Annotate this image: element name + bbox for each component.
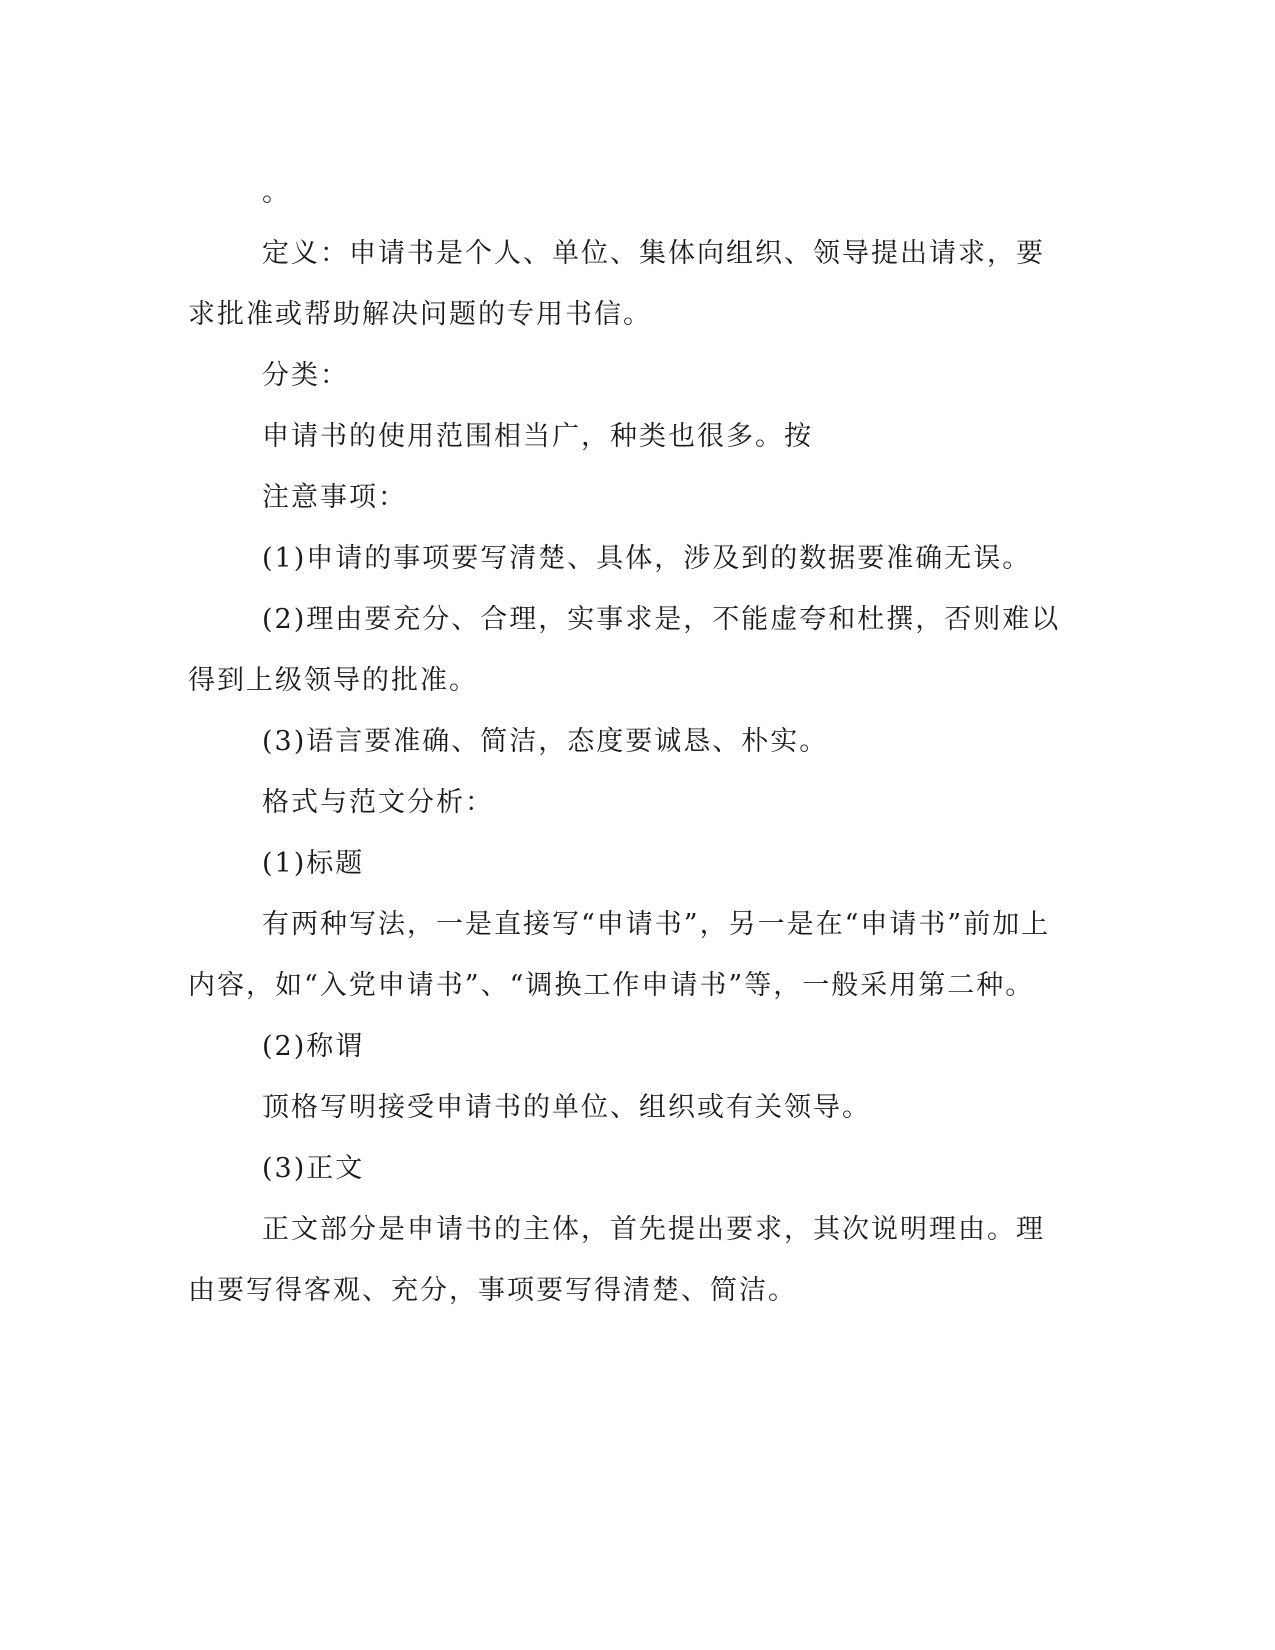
paragraph: 。 (262, 177, 291, 208)
format-salutation-heading: (2)称谓 (262, 1031, 365, 1062)
paragraph-definition: 定义：申请书是个人、单位、集体向组织、领导提出请求，要求批准或帮助解决问题的专用书信。 (188, 238, 1045, 330)
note-item-2: (2)理由要充分、合理，实事求是，不能虚夸和杜撰，否则难以得到上级领导的批准。 (188, 604, 1061, 696)
heading-notes: 注意事项： (262, 482, 407, 513)
document-body (188, 162, 1068, 1321)
format-body-text: 正文部分是申请书的主体，首先提出要求，其次说明理由。理由要写得客观、充分，事项要写得清楚、简洁。 (188, 1214, 1045, 1306)
format-salutation-text: 顶格写明接受申请书的单位、组织或有关领导。 (262, 1092, 871, 1123)
format-title-text: 有两种写法，一是直接写“申请书”，另一是在“申请书”前加上内容，如“入党申请书”、“调换工作申请书”等，一般采用第二种。 (188, 909, 1051, 1001)
paragraph-classification: 申请书的使用范围相当广，种类也很多。按 (262, 421, 813, 452)
heading-format: 格式与范文分析： (262, 787, 494, 818)
note-item-1: (1)申请的事项要写清楚、具体，涉及到的数据要准确无误。 (262, 543, 1032, 574)
heading-classification: 分类： (262, 360, 349, 391)
format-title-heading: (1)标题 (262, 848, 365, 879)
note-item-3: (3)语言要准确、简洁，态度要诚恳、朴实。 (262, 726, 829, 757)
format-body-heading: (3)正文 (262, 1153, 365, 1184)
